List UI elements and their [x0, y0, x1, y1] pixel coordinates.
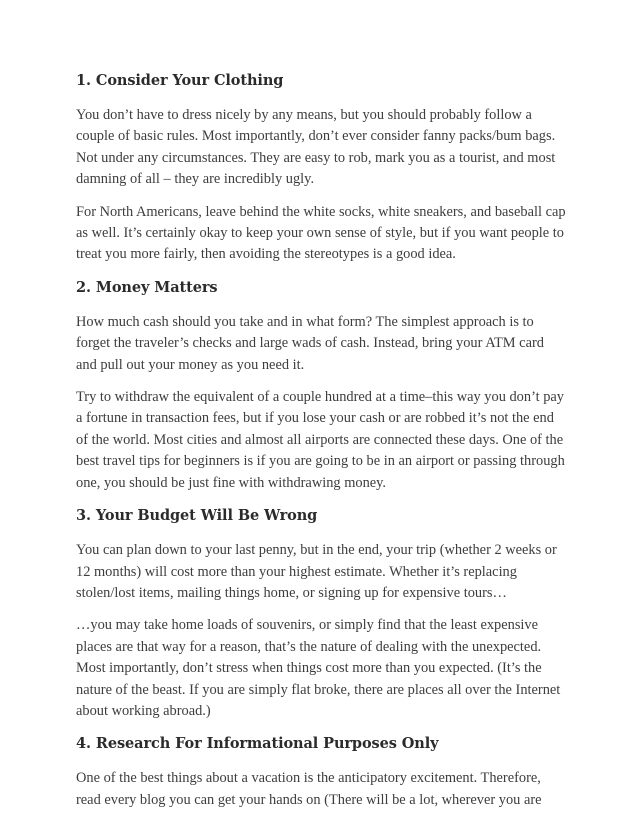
document-page	[76, 70, 568, 822]
section-heading: 2. Money Matters	[76, 278, 218, 296]
section-clothing	[76, 70, 568, 266]
paragraph: How much cash should you take and in what form? The simplest approach is to forget the traveler’s checks and large wads of cash. Instead, bring your ATM card and pull out your money as you need it.	[76, 313, 544, 373]
section-heading: 4. Research For Informational Purposes Only	[76, 735, 439, 753]
paragraph: One of the best things about a vacation is the anticipatory excitement. Therefore, read every blog you can get your hands on (There will be a lot, wherever you are	[76, 770, 542, 808]
paragraph: Try to withdraw the equivalent of a couple hundred at a time–this way you don’t pay a fortune in transaction fees, but if you lose your cash or are robbed it’s not the end of the world. Most cities and almost all airports are connected these days. One of the best travel tips for beginners is if you are going to be in an airport or passing through one, you should be just fine with withdrawing money.	[76, 389, 565, 491]
section-heading: 1. Consider Your Clothing	[76, 72, 284, 89]
section-heading: 3. Your Budget Will Be Wrong	[76, 507, 318, 525]
paragraph: You don’t have to dress nicely by any means, but you should probably follow a couple of basic rules. Most importantly, don’t ever consider fanny packs/bum bags. Not under any circumstances. They are easy to rob, mark you as a tourist, and most damning of all – they are incredibly ugly.	[76, 107, 556, 188]
paragraph: You can plan down to your last penny, but in the end, your trip (whether 2 weeks or 12 months) will cost more than your highest estimate. Whether it’s replacing stolen/lost items, mailing things home, or signing up for expensive tours…	[76, 542, 557, 601]
paragraph: …you may take home loads of souvenirs, or simply find that the least expensive places are that way for a reason, that’s the nature of dealing with the unexpected. Most importantly, don’t stress when things cost more than you expected. (It’s the nature of the beast. If you are simply flat broke, there are places all over the Internet about working abroad.)	[76, 617, 561, 719]
section-money	[76, 277, 568, 494]
paragraph: For North Americans, leave behind the white socks, white sneakers, and baseball cap as well. It’s certainly okay to keep your own sense of style, but if you want people to treat you more fairly, then avoiding the stereotypes is a good idea.	[76, 203, 566, 263]
section-research	[76, 733, 568, 811]
section-budget	[76, 505, 568, 722]
